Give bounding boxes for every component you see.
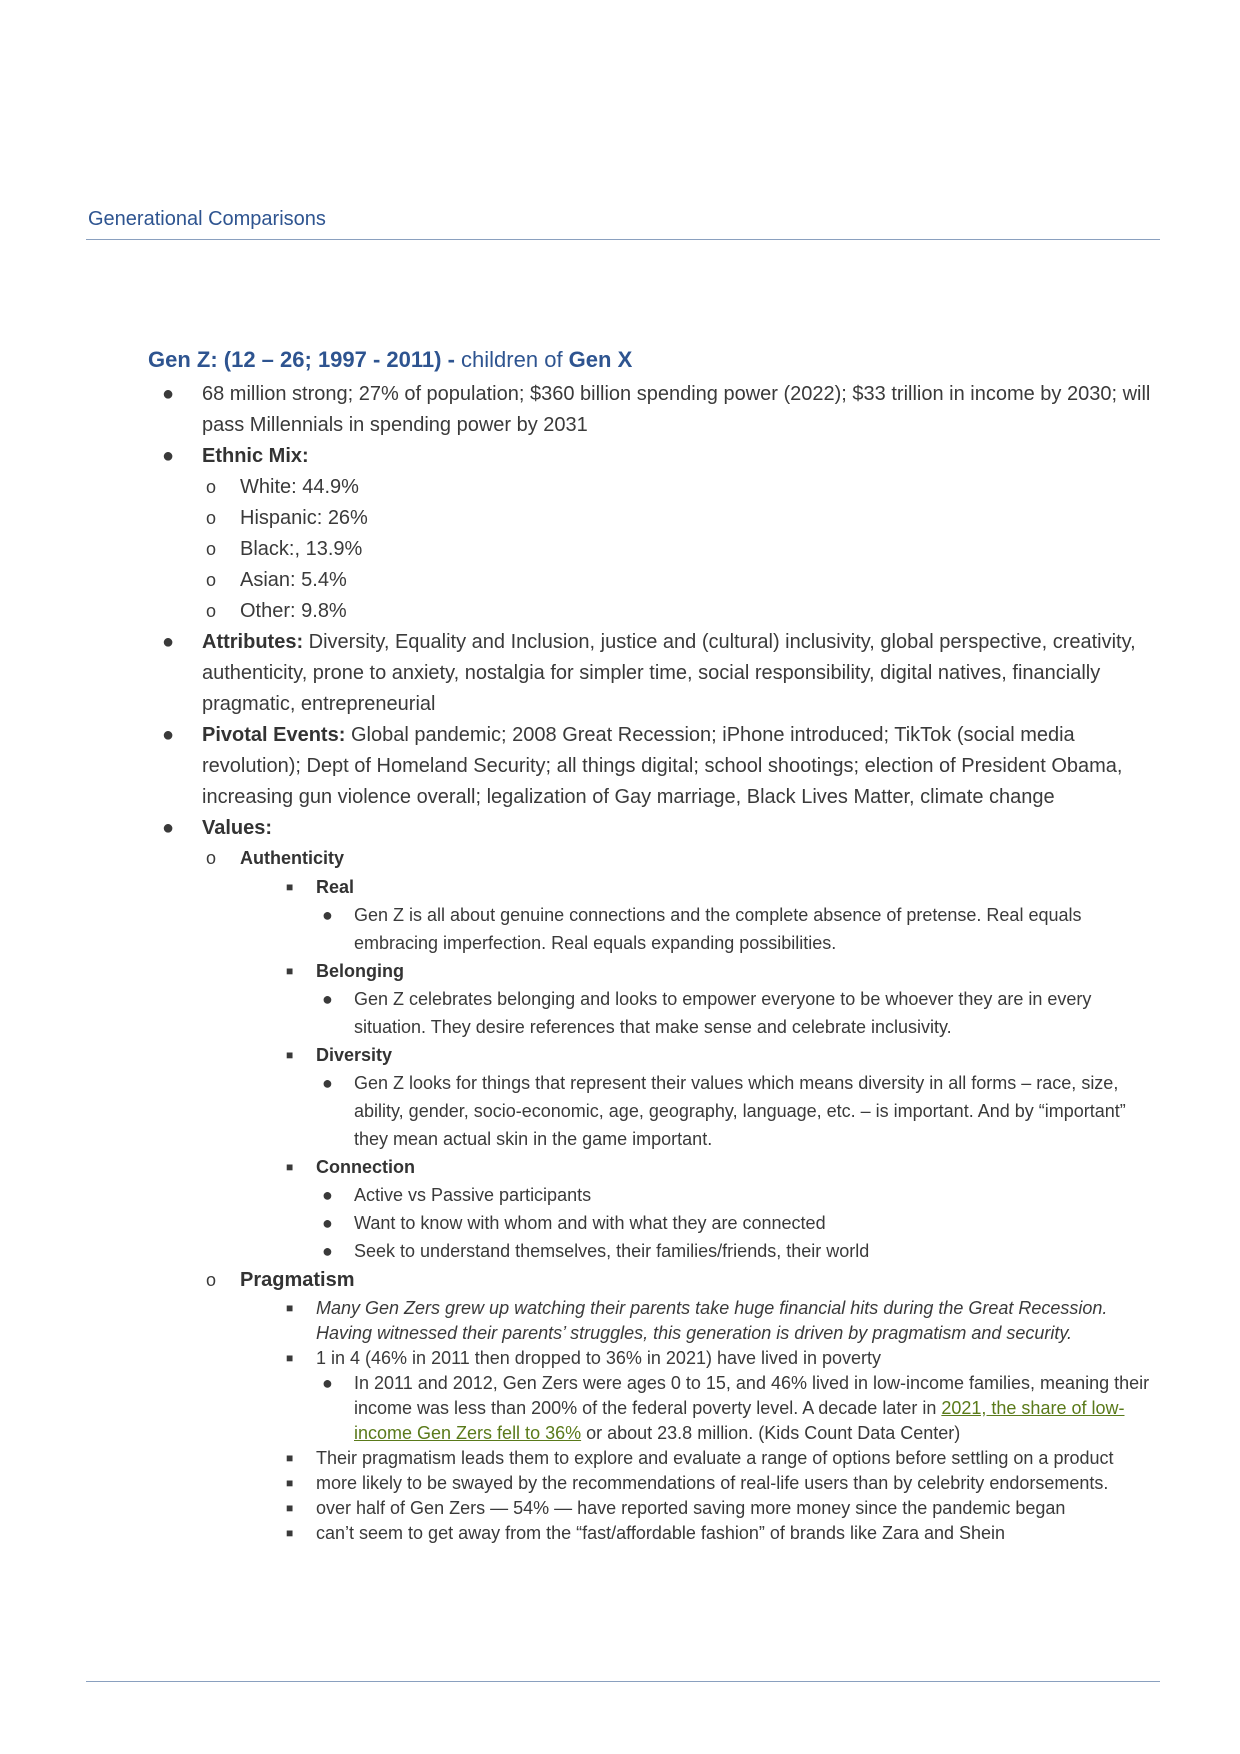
bullet-icon: ● — [322, 1373, 333, 1393]
real-text: Gen Z is all about genuine connections and the complete absence of pretense. Real equals embracing imperfection. Real equals expanding possibilities. — [354, 905, 1082, 953]
pragmatism-list — [240, 1296, 1160, 1546]
document-body — [148, 347, 1160, 1546]
bullet-icon: ● — [322, 905, 333, 925]
poverty-detail-source: or about 23.8 million. (Kids Count Data Center) — [581, 1423, 961, 1443]
circle-bullet-icon: o — [206, 848, 217, 868]
bullet-icon: ● — [322, 1213, 333, 1233]
circle-bullet-icon: o — [206, 601, 217, 621]
bullet-icon: ● — [162, 817, 175, 839]
value-pragmatism — [202, 1265, 1160, 1546]
circle-bullet-icon: o — [206, 1270, 217, 1290]
diversity-list — [278, 1069, 1160, 1153]
diversity-text: Gen Z looks for things that represent their values which means diversity in all forms – race, size, ability, gender, socio-economic, age, geography, language, etc. – is important. And by “important” they mean actual skin in the game important. — [354, 1073, 1126, 1149]
square-bullet-icon: ■ — [286, 880, 294, 894]
attributes-label: Attributes: — [202, 631, 304, 653]
ethnic-label: Ethnic Mix: — [202, 445, 309, 467]
pragmatism-item — [278, 1446, 1160, 1471]
bullet-icon: ● — [162, 383, 175, 405]
circle-bullet-icon: o — [206, 508, 217, 528]
ethnic-item-text: White: 44.9% — [240, 476, 359, 498]
list-item-attributes — [148, 627, 1160, 720]
gen-z-heading — [148, 347, 1160, 373]
square-bullet-icon: ■ — [286, 1160, 294, 1174]
connection-item — [316, 1181, 1160, 1209]
ethnic-list — [202, 472, 1160, 627]
connection-text: Active vs Passive participants — [354, 1185, 592, 1205]
main-list — [148, 379, 1160, 1546]
list-item-pivotal — [148, 720, 1160, 813]
bullet-icon: ● — [162, 445, 175, 467]
square-bullet-icon: ■ — [286, 1526, 294, 1540]
page-header-title: Generational Comparisons — [88, 208, 326, 230]
belonging-text: Gen Z celebrates belonging and looks to empower everyone to be whoever they are in every situation. They desire references that make sense and celebrate inclusivity. — [354, 989, 1092, 1037]
authenticity-belonging — [278, 957, 1160, 1041]
real-list — [278, 901, 1160, 957]
pivotal-label: Pivotal Events: — [202, 724, 346, 746]
square-bullet-icon: ■ — [286, 1476, 294, 1490]
square-bullet-icon: ■ — [286, 1301, 294, 1315]
belonging-list — [278, 985, 1160, 1041]
ethnic-item — [202, 472, 1160, 503]
stats-text: 68 million strong; 27% of population; $360 billion spending power (2022); $33 trillion in income by 2030; will pass Millennials in spending power by 2031 — [202, 383, 1151, 436]
authenticity-label: Authenticity — [240, 848, 345, 868]
bullet-icon: ● — [322, 1241, 333, 1261]
list-item-values — [148, 813, 1160, 1546]
kids-count-link[interactable]: 2021, the share of low-income Gen Zers fell to 36% — [354, 1398, 1125, 1443]
pragmatism-intro — [278, 1296, 1160, 1346]
ethnic-item — [202, 534, 1160, 565]
values-label: Values: — [202, 817, 273, 839]
connection-item — [316, 1237, 1160, 1265]
pragmatism-intro-text: Many Gen Zers grew up watching their parents take huge financial hits during the Great Recession. Having witnessed their parents’ struggles, this generation is driven by pragmatism and security. — [316, 1298, 1108, 1343]
circle-bullet-icon: o — [206, 570, 217, 590]
ethnic-item-text: Hispanic: 26% — [240, 507, 368, 529]
real-label: Real — [316, 877, 355, 897]
poverty-list — [278, 1371, 1160, 1446]
header-rule — [86, 239, 1160, 240]
list-item-stats — [148, 379, 1160, 441]
ethnic-item — [202, 565, 1160, 596]
ethnic-item — [202, 596, 1160, 627]
pragmatism-item — [278, 1521, 1160, 1546]
ethnic-item-text: Asian: 5.4% — [240, 569, 347, 591]
bullet-icon: ● — [322, 1185, 333, 1205]
diversity-item — [316, 1069, 1160, 1153]
footer-rule — [86, 1681, 1160, 1682]
circle-bullet-icon: o — [206, 539, 217, 559]
square-bullet-icon: ■ — [286, 1501, 294, 1515]
pragmatism-label: Pragmatism — [240, 1269, 355, 1291]
circle-bullet-icon: o — [206, 477, 217, 497]
bullet-icon: ● — [322, 989, 333, 1009]
list-item-ethnic — [148, 441, 1160, 627]
poverty-text: 1 in 4 (46% in 2011 then dropped to 36% in 2021) have lived in poverty — [316, 1348, 882, 1368]
heading-prefix: Gen Z: (12 – 26; 1997 - 2011) - — [148, 347, 462, 372]
connection-text: Seek to understand themselves, their families/friends, their world — [354, 1241, 870, 1261]
bullet-icon: ● — [162, 724, 175, 746]
authenticity-list — [240, 873, 1160, 1265]
connection-text: Want to know with whom and with what they are connected — [354, 1213, 826, 1233]
pragmatism-item — [278, 1496, 1160, 1521]
pragmatism-item-text: more likely to be swayed by the recommendations of real-life users than by celebrity endorsements. — [316, 1473, 1109, 1493]
pragmatism-item-text: can’t seem to get away from the “fast/affordable fashion” of brands like Zara and Shein — [316, 1523, 1006, 1543]
values-list — [202, 844, 1160, 1546]
diversity-label: Diversity — [316, 1045, 393, 1065]
connection-label: Connection — [316, 1157, 415, 1177]
poverty-detail — [316, 1371, 1160, 1446]
authenticity-connection — [278, 1153, 1160, 1265]
square-bullet-icon: ■ — [286, 1351, 294, 1365]
attributes-text: Diversity, Equality and Inclusion, justice and (cultural) inclusivity, global perspective, creativity, authenticity, prone to anxiety, nostalgia for simpler time, social responsibility, digital natives, financially pragmatic, entrepreneurial — [202, 631, 1136, 715]
bullet-icon: ● — [162, 631, 175, 653]
belonging-label: Belonging — [316, 961, 404, 981]
pragmatism-poverty — [278, 1346, 1160, 1446]
ethnic-item — [202, 503, 1160, 534]
ethnic-item-text: Black:, 13.9% — [240, 538, 363, 560]
real-item — [316, 901, 1160, 957]
square-bullet-icon: ■ — [286, 964, 294, 978]
square-bullet-icon: ■ — [286, 1048, 294, 1062]
pragmatism-item — [278, 1471, 1160, 1496]
connection-list — [278, 1181, 1160, 1265]
ethnic-item-text: Other: 9.8% — [240, 600, 347, 622]
poverty-detail-text: In 2011 and 2012, Gen Zers were ages 0 to 15, and 46% lived in low-income families, meaning their income was less than 200% of the federal poverty level. A decade later in — [354, 1373, 1150, 1418]
value-authenticity — [202, 844, 1160, 1265]
belonging-item — [316, 985, 1160, 1041]
pragmatism-item-text: over half of Gen Zers — 54% — have reported saving more money since the pandemic began — [316, 1498, 1066, 1518]
connection-item — [316, 1209, 1160, 1237]
pivotal-text: Global pandemic; 2008 Great Recession; iPhone introduced; TikTok (social media revolution); Dept of Homeland Security; all things digital; school shootings; election of President Obama, increasing gun violence overall; legalization of Gay marriage, Black Lives Matter, climate change — [202, 724, 1123, 808]
authenticity-real — [278, 873, 1160, 957]
square-bullet-icon: ■ — [286, 1451, 294, 1465]
heading-suffix: Gen X — [568, 347, 633, 372]
pragmatism-item-text: Their pragmatism leads them to explore and evaluate a range of options before settling on a product — [316, 1448, 1114, 1468]
bullet-icon: ● — [322, 1073, 333, 1093]
authenticity-diversity — [278, 1041, 1160, 1153]
heading-middle: children of — [461, 347, 569, 372]
